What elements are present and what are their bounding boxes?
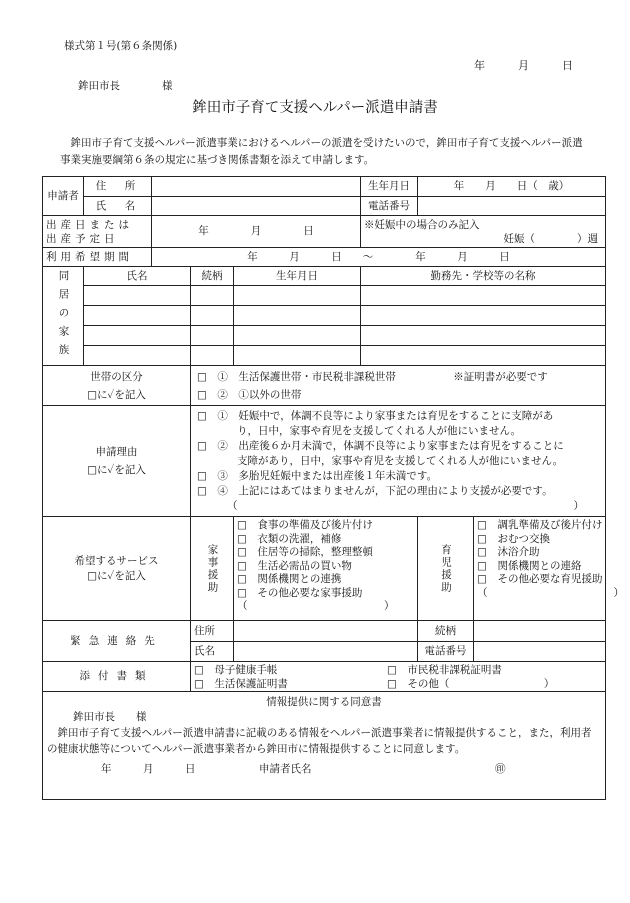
household-label: 世帯の区分: [90, 370, 143, 383]
housework-other-field[interactable]: （ ）: [237, 600, 395, 612]
header-addressee: 鉾田市長 様: [78, 80, 173, 92]
pregnancy-note: ※妊娠中の場合のみ記入: [364, 218, 480, 231]
family-row: [43, 306, 606, 326]
phone-field[interactable]: [418, 197, 606, 216]
birth-label: 生年月日: [361, 177, 418, 197]
family-header-name: 氏名: [84, 267, 191, 286]
consent-signer-label: 申請者氏名: [259, 763, 312, 775]
emergency-address-field[interactable]: [234, 621, 418, 642]
attachments-label: 添付書類: [43, 662, 191, 692]
consent-body: 鉾田市子育て支援ヘルパー派遣申請書に記載のある情報をヘルパー派遣事業者に情報提供すること，また，利用者の健康状態等についてヘルパー派遣事業者から鉾田市に情報提供することに同意します。: [47, 727, 592, 755]
childcare-item-formula[interactable]: □ 調乳準備及び後片付け: [477, 519, 603, 531]
consent-date[interactable]: 年 月 日: [101, 763, 196, 775]
childcare-item-diaper[interactable]: □ おむつ交換: [477, 532, 550, 545]
family-row: [43, 326, 606, 346]
reason-option-1-cont: り，日中，家事や育児を支援してくれる人が他にいません。: [237, 424, 522, 437]
birth-field[interactable]: 年 月 日（ 歳）: [418, 177, 606, 197]
reason-other-field[interactable]: （ ）: [227, 499, 584, 512]
emergency-relation-field[interactable]: [474, 621, 606, 642]
form-number: 様式第１号(第６条関係): [64, 40, 178, 52]
service-instruction: □に✓を記入: [87, 569, 146, 582]
household-option-1[interactable]: □ ① 生活保護世帯・市民税非課税世帯: [197, 370, 396, 383]
childcare-other-field[interactable]: （ ）: [477, 586, 625, 599]
birth-date-label: 出産日または: [46, 218, 133, 231]
attachment-welfare-certificate[interactable]: □ 生活保護証明書: [194, 677, 288, 690]
housework-item-laundry[interactable]: □ 衣類の洗濯，補修: [237, 532, 342, 545]
birth-date-field[interactable]: 年 月 日: [152, 216, 361, 248]
childcare-label: 育児援助: [440, 543, 453, 594]
housework-item-cleaning[interactable]: □ 住居等の掃除，整理整頓: [237, 546, 373, 558]
applicant-label: 申請者: [43, 177, 84, 216]
emergency-label: 緊急連絡先: [43, 621, 191, 662]
phone-label: 電話番号: [361, 197, 418, 216]
emergency-address-label: 住所: [191, 621, 234, 642]
childcare-item-bathing[interactable]: □ 沐浴介助: [477, 546, 540, 558]
period-label: 利用希望期間: [43, 248, 152, 267]
intro-text: 鉾田市子育て支援ヘルパー派遣事業におけるヘルパーの派遣を受けたいので，鉾田市子育て支援ヘルパー派遣事業実施要綱第６条の規定に基づき関係書類を添えて申請します。: [60, 137, 583, 166]
housework-item-shopping[interactable]: □ 生活必需品の買い物: [237, 559, 352, 572]
name-label: 氏 名: [84, 197, 152, 216]
reason-option-2-cont: 支障があり，日中，家事や育児を支援してくれる人が他にいません。: [237, 454, 564, 467]
certificate-note: ※証明書が必要です: [453, 370, 548, 383]
reason-label: 申請理由: [95, 446, 138, 458]
family-header-birthdate: 生年月日: [234, 267, 361, 286]
consent-addressee: 鉾田市長 様: [73, 711, 147, 723]
service-label: 希望するサービス: [74, 554, 159, 567]
emergency-name-field[interactable]: [234, 642, 418, 662]
reason-option-2[interactable]: □ ② 出産後６か月未満で，体調不良等により家事または育児をすることに: [197, 439, 564, 452]
emergency-name-label: 氏名: [191, 642, 234, 662]
housework-item-other[interactable]: □ その他必要な家事援助: [237, 586, 363, 599]
emergency-relation-label: 続柄: [418, 621, 474, 642]
reason-option-3[interactable]: □ ③ 多胎児妊娠中または出産後１年未満です。: [197, 469, 438, 482]
family-row: [43, 286, 606, 306]
page-title: 鉾田市子育て支援ヘルパー派遣申請書: [192, 100, 438, 116]
housework-label: 家事援助: [206, 543, 219, 594]
family-header-workplace: 勤務先・学校等の名称: [361, 267, 606, 286]
family-row: [43, 346, 606, 366]
period-field[interactable]: 年 月 日 ～ 年 月 日: [152, 248, 606, 267]
emergency-phone-field[interactable]: [474, 642, 606, 662]
family-header-relation: 続柄: [191, 267, 234, 286]
pregnancy-weeks[interactable]: 妊娠（ ）週: [503, 232, 599, 245]
reason-option-4[interactable]: □ ④ 上記にはあてはまりませんが，下記の理由により支援が必要です。: [197, 484, 553, 497]
household-option-2[interactable]: □ ② ①以外の世帯: [197, 388, 302, 401]
address-field[interactable]: [152, 177, 361, 197]
childcare-item-liaison[interactable]: □ 関係機関との連絡: [477, 559, 582, 572]
seal-mark: ㊞: [495, 763, 506, 775]
due-date-label: 出産予定日: [46, 232, 119, 245]
name-field[interactable]: [152, 197, 361, 216]
childcare-item-other[interactable]: □ その他必要な育児援助: [477, 573, 603, 585]
housework-item-coordination[interactable]: □ 関係機関との連携: [237, 573, 342, 585]
attachment-maternal-handbook[interactable]: □ 母子健康手帳: [194, 663, 278, 676]
family-label: 同居の家族: [57, 269, 70, 363]
reason-instruction: □に✓を記入: [87, 464, 146, 476]
attachment-other[interactable]: □ その他（ ）: [387, 677, 555, 690]
application-form-table: [42, 176, 625, 800]
attachment-tax-certificate[interactable]: □ 市民税非課税証明書: [387, 663, 502, 676]
reason-option-1[interactable]: □ ① 妊娠中で，体調不良等により家事または育児をすることに支障があ: [197, 409, 554, 422]
header-date: 年 月 日: [474, 59, 573, 72]
address-label: 住 所: [84, 177, 152, 197]
housework-item-meals[interactable]: □ 食事の準備及び後片付け: [237, 519, 373, 531]
emergency-phone-label: 電話番号: [418, 642, 474, 662]
consent-title: 情報提供に関する同意書: [266, 696, 382, 708]
household-instruction: □に✓を記入: [87, 388, 146, 401]
